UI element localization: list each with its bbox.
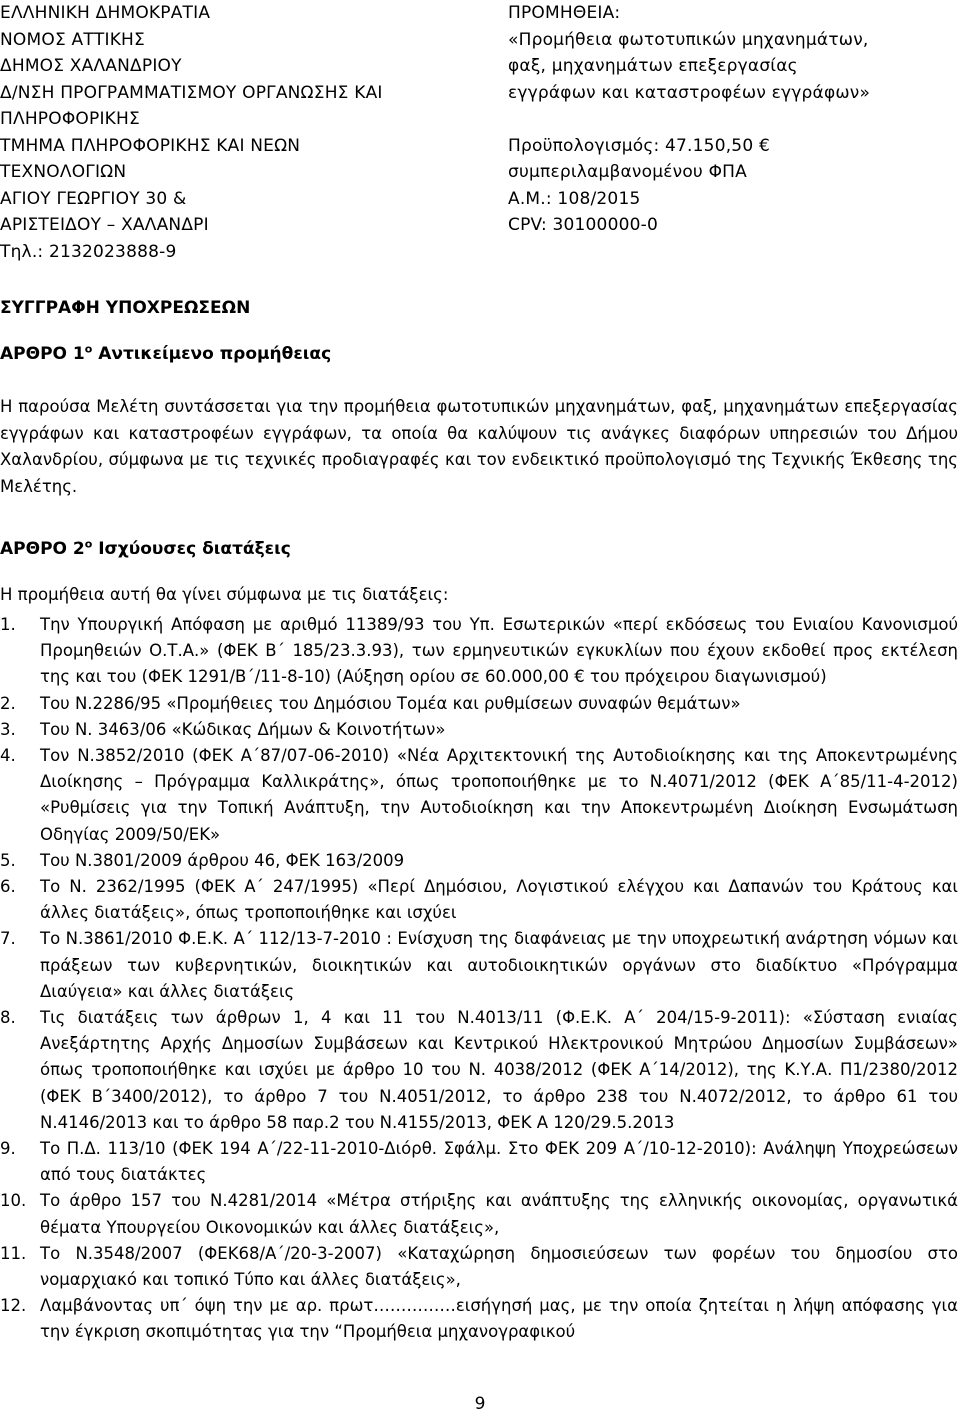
provision-number: 1. (0, 615, 16, 634)
provision-item (0, 1188, 958, 1240)
issuer-line: ΤΕΧΝΟΛΟΓΙΩΝ (0, 162, 127, 182)
issuer-line: ΝΟΜΟΣ ΑΤΤΙΚΗΣ (0, 29, 145, 50)
vat-note: συμπεριλαμβανομένου ΦΠΑ (508, 162, 747, 182)
provision-item (0, 1136, 958, 1188)
article-1-title: Αντικείμενο προμήθειας (92, 344, 332, 364)
procurement-title-line: φαξ, μηχανημάτων επεξεργασίας (508, 56, 798, 76)
provision-item (0, 926, 958, 1005)
issuer-line: ΤΜΗΜΑ ΠΛΗΡΟΦΟΡΙΚΗΣ ΚΑΙ ΝΕΩΝ (0, 135, 301, 156)
article-2-prefix: ΑΡΘΡΟ 2 (0, 539, 85, 559)
provision-text: Το Ν.3548/2007 (ΦΕΚ68/Α΄/20-3-2007) «Καταχώρηση δημοσιεύσεων των φορέων του δημοσίου στο νομαρχιακό και τοπικό Τύπο και άλλες διατάξεις», (40, 1243, 958, 1290)
provision-number: 5. (0, 850, 16, 870)
budget: Προϋπολογισμός: 47.150,50 € (508, 135, 770, 156)
provision-number: 3. (0, 719, 16, 739)
study-number: Α.Μ.: 108/2015 (508, 188, 641, 209)
provision-item (0, 1241, 958, 1293)
provision-text: Την Υπουργική Απόφαση με αριθμό 11389/93 του Υπ. Εσωτερικών «περί εκδόσεως του Ενιαίου Κανονισμού Προμηθειών Ο.Τ.Α.» (ΦΕΚ Β΄ 185/23.3.93), των ερμηνευτικών εγκυκλίων που έχουν εκδοθεί προς εκτέλεση της και του (ΦΕΚ 1291/Β΄/11-8-10) (Αύξηση ορίου σε 60.000,00 € του πρόχειρου διαγωνισμού) (40, 615, 958, 687)
provision-item (0, 743, 958, 848)
article-1-text: Η παρούσα Μελέτη συντάσσεται για την προμήθεια φωτοτυπικών μηχανημάτων, φαξ, μηχανημάτων επεξεργασίας εγγράφων και καταστροφέων εγγράφων, τα οποία θα καλύψουν τις ανάγκες διαφόρων υπηρεσιών του Δήμου Χαλανδρίου, σύμφωνα με τις τεχνικές προδιαγραφές και τον ενδεικτικό προϋπολογισμό της Τεχνικής Έκθεσης της Μελέτης. (0, 397, 958, 497)
provision-number: 7. (0, 929, 16, 949)
provision-number: 4. (0, 746, 16, 766)
provision-number: 2. (0, 693, 16, 713)
issuer-line: ΑΡΙΣΤΕΙΔΟΥ – ΧΑΛΑΝΔΡΙ (0, 215, 209, 235)
provision-item (0, 848, 958, 874)
procurement-title-line: εγγράφων και καταστροφέων εγγράφων» (508, 82, 871, 103)
provision-item (0, 1293, 958, 1345)
article-1-ordinal: ο (84, 342, 93, 356)
provision-number: 9. (0, 1139, 16, 1159)
provision-item (0, 612, 958, 691)
provision-text: Του Ν. 3463/06 «Κώδικας Δήμων & Κοινοτήτων» (40, 719, 446, 739)
procurement-block (508, 0, 960, 239)
provision-number: 10. (0, 1191, 27, 1211)
article-2-heading (0, 539, 291, 559)
article-2-title: Ισχύουσες διατάξεις (92, 539, 291, 559)
page-number: 9 (474, 1394, 486, 1414)
provision-text: Το Ν. 2362/1995 (ΦΕΚ Α΄ 247/1995) «Περί Δημόσιου, Λογιστικού ελέγχου και Δαπανών του Κράτους και άλλες διατάξεις», όπως τροποποιήθηκε και ισχύει (40, 877, 958, 923)
provision-text: Το Ν.3861/2010 Φ.Ε.Κ. Α΄ 112/13-7-2010 : Ενίσχυση της διαφάνειας με την υποχρεωτική ανάρτηση νόμων και πράξεων των κυβερνητικών, διοικητικών και αυτοδιοικητικών οργάνων στο διαδίκτυο «Πρόγραμμα Διαύγεια» και άλλες διατάξεις (40, 929, 958, 1001)
issuer-line: ΠΛΗΡΟΦΟΡΙΚΗΣ (0, 109, 140, 129)
article-2-ordinal: ο (84, 537, 93, 551)
provision-text: Το Π.Δ. 113/10 (ΦΕΚ 194 Α΄/22-11-2010-Διόρθ. Σφάλμ. Στο ΦΕΚ 209 Α΄/10-12-2010): Ανάληψη Υποχρεώσεων από τους διατάκτες (40, 1139, 958, 1185)
provision-item (0, 691, 958, 717)
provision-text: Του Ν.3801/2009 άρθρου 46, ΦΕΚ 163/2009 (40, 850, 405, 870)
provision-text: Το άρθρο 157 του Ν.4281/2014 «Μέτρα στήριξης και ανάπτυξης της ελληνικής οικονομίας, οργανωτικά θέματα Υπουργείου Οικονομικών και άλλες διατάξεις», (40, 1191, 958, 1237)
provision-number: 8. (0, 1008, 16, 1028)
procurement-label: ΠΡΟΜΗΘΕΙΑ: (508, 3, 621, 23)
provision-number: 12. (0, 1296, 27, 1316)
cpv-code: CPV: 30100000-0 (508, 215, 658, 235)
issuer-line: Δ/ΝΣΗ ΠΡΟΓΡΑΜΜΑΤΙΣΜΟΥ ΟΡΓΑΝΩΣΗΣ ΚΑΙ (0, 82, 383, 103)
article-2-intro: Η προμήθεια αυτή θα γίνει σύμφωνα με τις διατάξεις: (0, 585, 449, 604)
provision-item (0, 717, 958, 743)
issuer-line: ΕΛΛΗΝΙΚΗ ΔΗΜΟΚΡΑΤΙΑ (0, 3, 211, 23)
article-1-prefix: ΑΡΘΡΟ 1 (0, 344, 85, 364)
provision-text: Του Ν.2286/95 «Προμήθειες του Δημόσιου Τομέα και ρυθμίσεων συναφών θεμάτων» (40, 693, 741, 713)
provision-text: Τον Ν.3852/2010 (ΦΕΚ Α΄87/07-06-2010) «Νέα Αρχιτεκτονική της Αυτοδιοίκησης και της Αποκεντρωμένης Διοίκησης – Πρόγραμμα Καλλικράτης», όπως τροποποιήθηκε με το Ν.4071/2012 (ΦΕΚ Α΄85/11-4-2012) «Ρυθμίσεις για την Τοπική Ανάπτυξη, την Αυτοδιοίκηση και την Αποκεντρωμένη Διοίκηση Ενσωμάτωση Οδηγίας 2009/50/ΕΚ» (40, 746, 958, 844)
issuer-phone: Τηλ.: 2132023888-9 (0, 241, 177, 262)
document-title: ΣΥΓΓΡΑΦΗ ΥΠΟΧΡΕΩΣΕΩΝ (0, 298, 251, 318)
provisions-list (0, 612, 958, 1346)
provision-item (0, 874, 958, 926)
issuer-block (0, 0, 500, 265)
provision-text: Λαμβάνοντας υπ΄ όψη την με αρ. πρωτ……………εισήγησή μας, με την οποία ζητείται η λήψη απόφασης για την έγκριση σκοπιμότητας για την “Προμήθεια μηχανογραφικού (40, 1296, 958, 1342)
issuer-line: ΔΗΜΟΣ ΧΑΛΑΝΔΡΙΟΥ (0, 56, 182, 76)
provision-text: Τις διατάξεις των άρθρων 1, 4 και 11 του Ν.4013/11 (Φ.Ε.Κ. Α΄ 204/15-9-2011): «Σύσταση ενιαίας Ανεξάρτητης Αρχής Δημοσίων Συμβάσεων και Κεντρικού Ηλεκτρονικού Μητρώου Δημοσίων Συμβάσεων» όπως τροποποιήθηκε και ισχύει με άρθρο 10 του Ν. 4038/2012 (ΦΕΚ Α΄14/2012), της Κ.Υ.Α. Π1/2380/2012 (ΦΕΚ Β΄3400/2012), το άρθρο 7 του Ν.4051/2012, το άρθρο 238 του Ν.4072/2012, το άρθρο 61 του Ν.4146/2013 και το άρθρο 58 παρ.2 του Ν.4155/2013, ΦΕΚ Α 120/29.5.2013 (40, 1008, 958, 1132)
procurement-title-line: «Προμήθεια φωτοτυπικών μηχανημάτων, (508, 29, 869, 50)
provision-item (0, 1005, 958, 1136)
article-1-heading (0, 344, 331, 364)
provision-number: 11. (0, 1243, 27, 1263)
issuer-line: ΑΓΙΟΥ ΓΕΩΡΓΙΟΥ 30 & (0, 188, 187, 209)
provision-number: 6. (0, 877, 16, 897)
